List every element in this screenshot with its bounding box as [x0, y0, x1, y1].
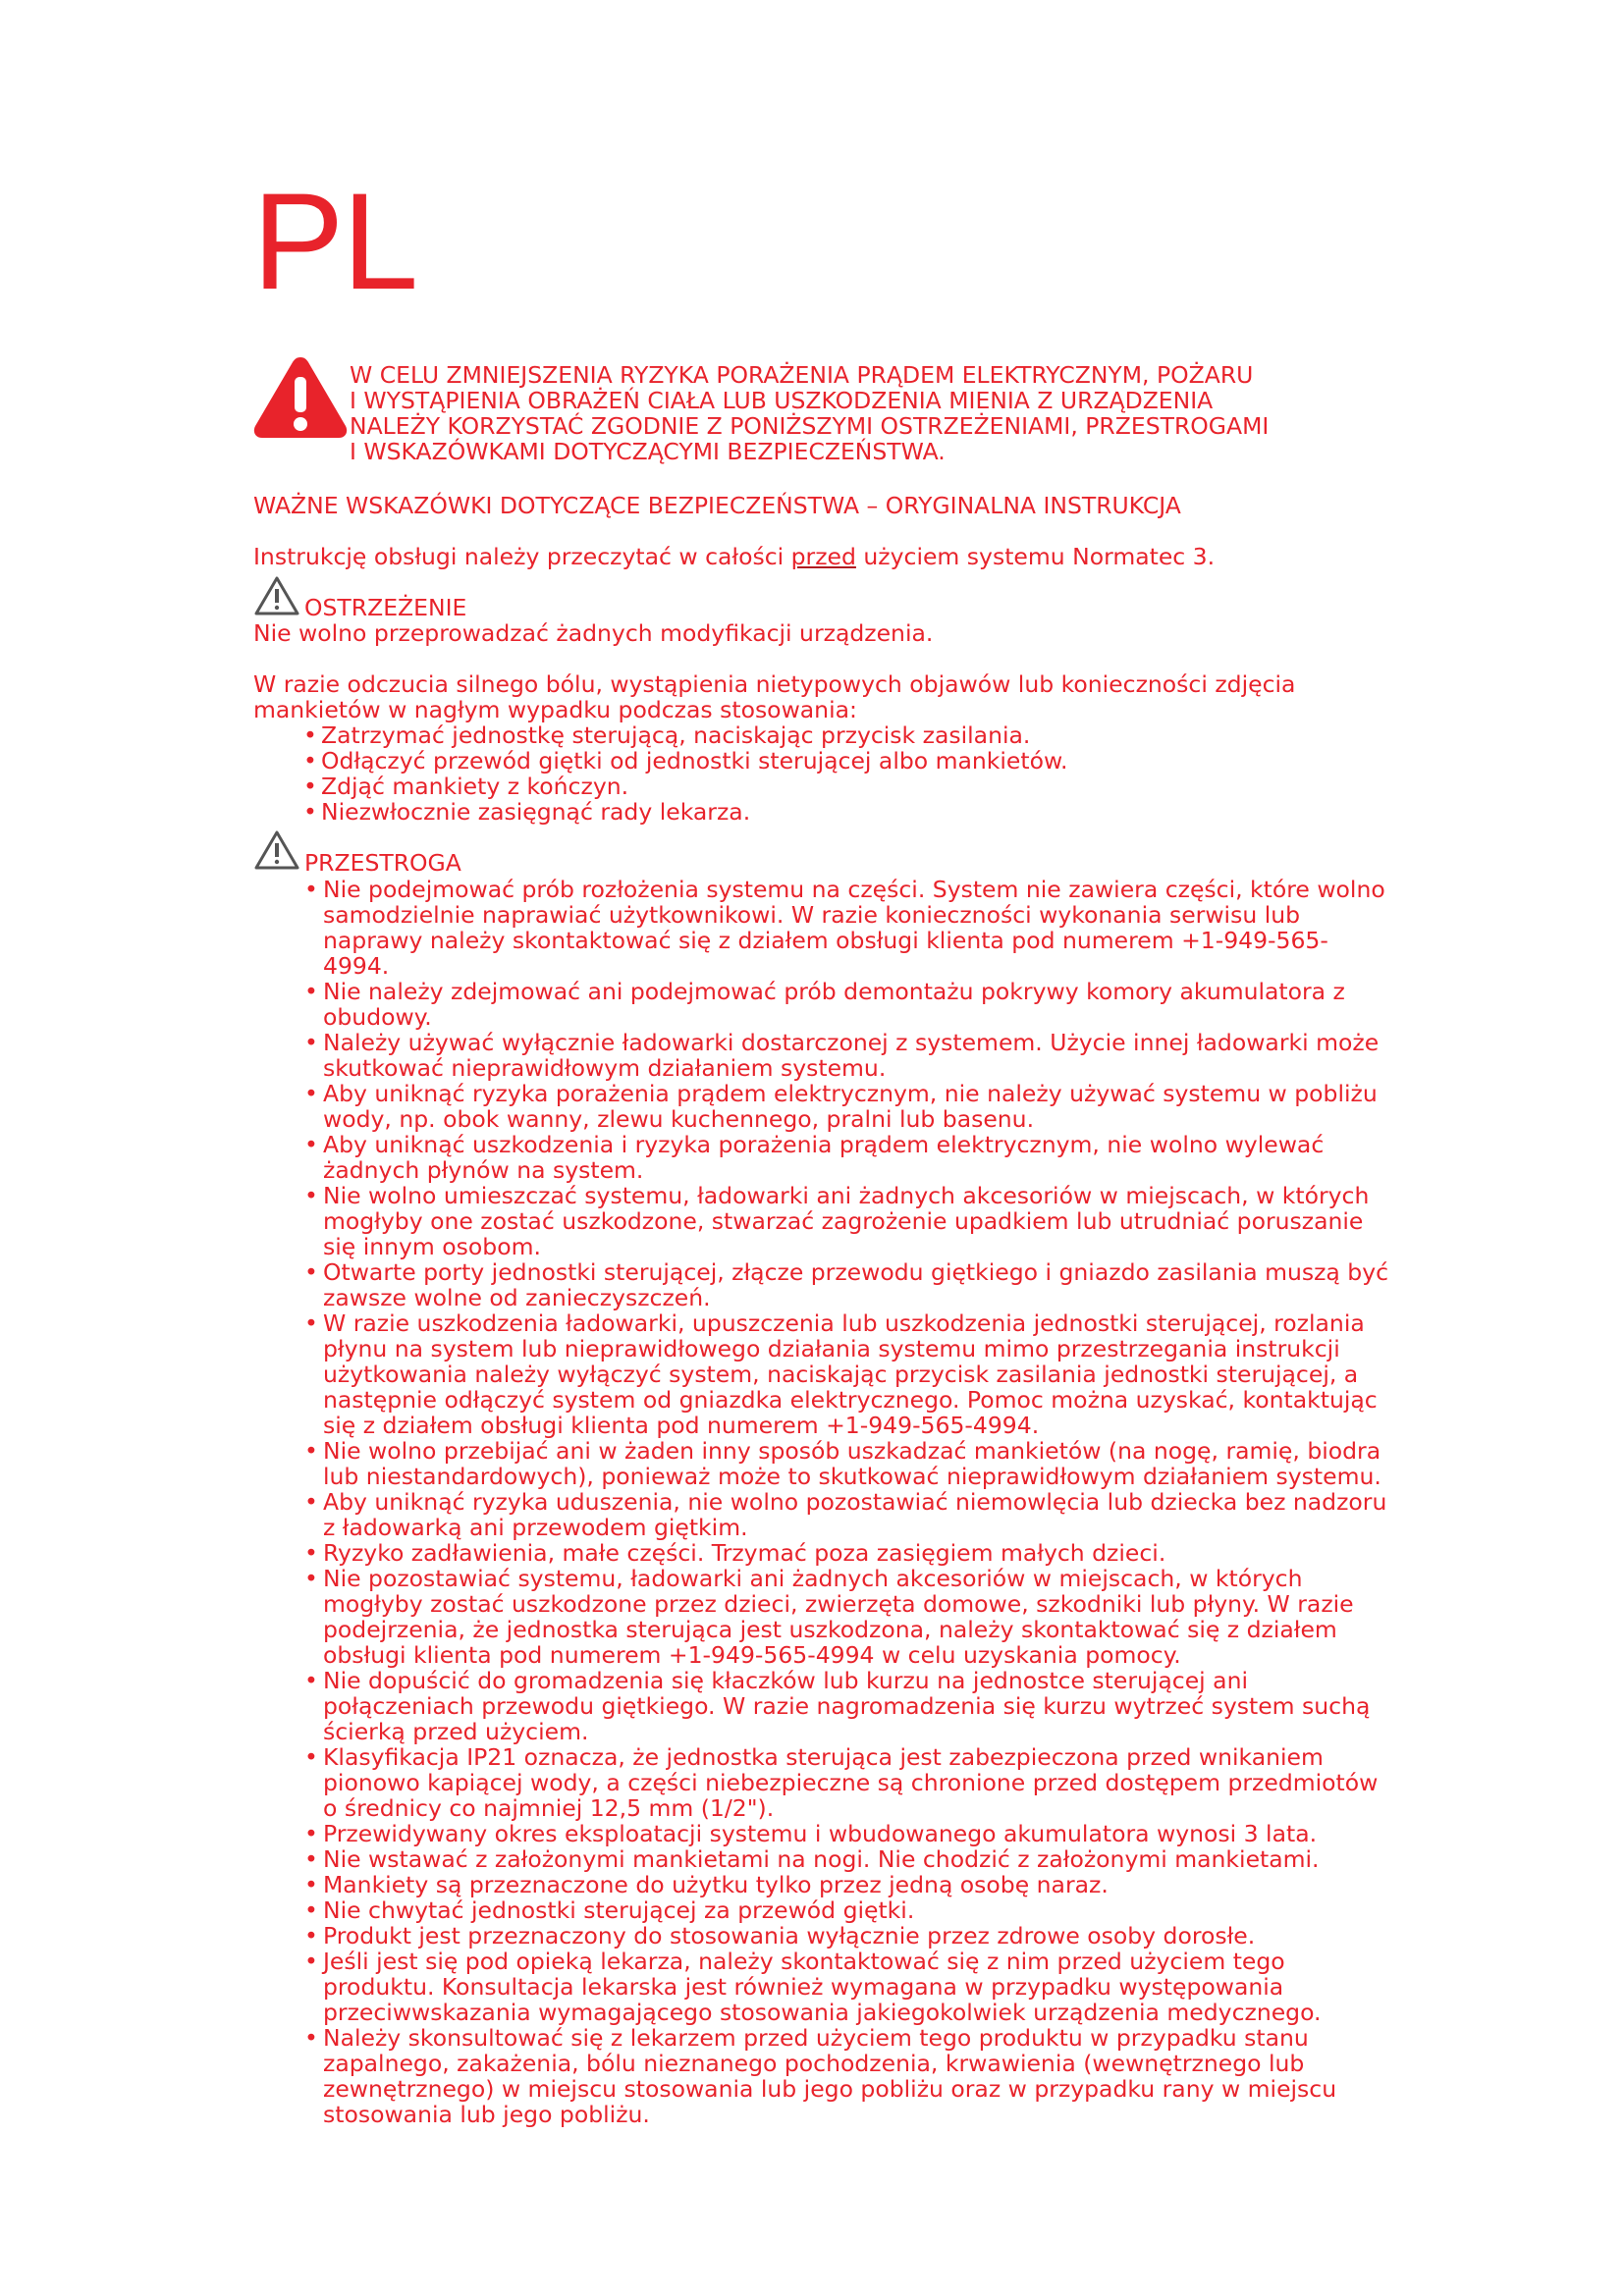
list-item: • Należy skonsultować się z lekarzem przed użyciem tego produktu w przypadku stanu zapalnego, zakażenia, bólu nieznanego pochodzenia, krwawienia (wewnętrznego lub zewnętrznego) w miejscu stosowania lub jego pobliżu oraz w przypadku rany w miejscu stosowania lub jego pobliżu.	[304, 2025, 1394, 2127]
caution-title: PRZESTROGA	[304, 849, 461, 877]
caution-list	[304, 877, 1394, 2127]
list-item: • Przewidywany okres eksploatacji systemu i wbudowanego akumulatora wynosi 3 lata.	[304, 1821, 1394, 1846]
list-item: • Nie wstawać z założonymi mankietami na nogi. Nie chodzić z założonymi mankietami.	[304, 1846, 1394, 1872]
warning-paragraph: W razie odczucia silnego bólu, wystąpienia nietypowych objawów lub konieczności zdjęcia mankietów w nagłym wypadku podczas stosowania:	[253, 670, 1296, 723]
warning-title: OSTRZEŻENIE	[304, 594, 467, 621]
list-item: • Nie chwytać jednostki sterującej za przewód giętki.	[304, 1897, 1394, 1923]
list-item: • Niezwłocznie zasięgnąć rady lekarza.	[298, 799, 1068, 825]
safety-banner-text: W CELU ZMNIEJSZENIA RYZYKA PORAŻENIA PRĄDEM ELEKTRYCZNYM, POŻARU I WYSTĄPIENIA OBRAŻEŃ CIAŁA LUB USZKODZENIA MIENIA Z URZĄDZENIA NALEŻY KORZYSTAĆ ZGODNIE Z PONIŻSZYMI OSTRZEŻENIAMI, PRZESTROGAMI I WSKAZÓWKAMI DOTYCZĄCYMI BEZPIECZEŃSTWA.	[350, 361, 1270, 465]
intro-text	[253, 544, 1215, 569]
list-item: • Zdjąć mankiety z kończyn.	[298, 774, 1068, 799]
list-item: • Nie pozostawiać systemu, ładowarki ani żadnych akcesoriów w miejscach, w których mogłyby zostać uszkodzone przez dzieci, zwierzęta domowe, szkodniki lub płyny. W razie podejrzenia, że jednostka sterująca jest uszkodzona, należy skontaktować się z działem obsługi klienta pod numerem +1-949-565-4994 w celu uzyskania pomocy.	[304, 1566, 1394, 1668]
intro-underlined-word: przed	[790, 543, 856, 570]
list-item: • Mankiety są przeznaczone do użytku tylko przez jedną osobę naraz.	[304, 1872, 1394, 1897]
list-item: • Jeśli jest się pod opieką lekarza, należy skontaktować się z nim przed użyciem tego produktu. Konsultacja lekarska jest również wymagana w przypadku występowania przeciwwskazania wymagającego stosowania jakiegokolwiek urządzenia medycznego.	[304, 1949, 1394, 2025]
list-item: • Odłączyć przewód giętki od jednostki sterującej albo mankietów.	[298, 748, 1068, 774]
list-item: • Zatrzymać jednostkę sterującą, naciskając przycisk zasilania.	[298, 722, 1068, 748]
warning-outline-icon	[253, 575, 300, 616]
warning-line: Nie wolno przeprowadzać żadnych modyfikacji urządzenia.	[253, 619, 934, 647]
list-item: • Ryzyko zadławienia, małe części. Trzymać poza zasięgiem małych dzieci.	[304, 1540, 1394, 1566]
list-item: • Nie wolno przebijać ani w żaden inny sposób uszkadzać mankietów (na nogę, ramię, biodra lub niestandardowych), ponieważ może to skutkować nieprawidłowym działaniem systemu.	[304, 1438, 1394, 1489]
intro-before: Instrukcję obsługi należy przeczytać w całości	[253, 543, 791, 570]
list-item: • Nie należy zdejmować ani podejmować prób demontażu pokrywy komory akumulatora z obudowy.	[304, 979, 1394, 1030]
list-item: • Aby uniknąć uszkodzenia i ryzyka porażenia prądem elektrycznym, nie wolno wylewać żadnych płynów na system.	[304, 1132, 1394, 1183]
list-item: • Klasyfikacja IP21 oznacza, że jednostka sterująca jest zabezpieczona przed wnikaniem pionowo kapiącej wody, a części niebezpieczne są chronione przed dostępem przedmiotów o średnicy co najmniej 12,5 mm (1/2").	[304, 1744, 1394, 1821]
emergency-steps-list	[298, 722, 1068, 825]
warning-triangle-icon	[251, 353, 350, 442]
list-item: • Nie dopuścić do gromadzenia się kłaczków lub kurzu na jednostce sterującej ani połączeniach przewodu giętkiego. W razie nagromadzenia się kurzu wytrzeć system suchą ścierką przed użyciem.	[304, 1668, 1394, 1744]
list-item: • Nie podejmować prób rozłożenia systemu na części. System nie zawiera części, które wolno samodzielnie naprawiać użytkownikowi. W razie konieczności wykonania serwisu lub naprawy należy skontaktować się z działem obsługi klienta pod numerem +1-949-565-4994.	[304, 877, 1394, 979]
list-item: • Aby uniknąć ryzyka porażenia prądem elektrycznym, nie należy używać systemu w pobliżu wody, np. obok wanny, zlewu kuchennego, pralni lub basenu.	[304, 1081, 1394, 1132]
list-item: • W razie uszkodzenia ładowarki, upuszczenia lub uszkodzenia jednostki sterującej, rozlania płynu na system lub nieprawidłowego działania systemu mimo przestrzegania instrukcji użytkowania należy wyłączyć system, naciskając przycisk zasilania jednostki sterującej, a następnie odłączyć system od gniazdka elektrycznego. Pomoc można uzyskać, kontaktując się z działem obsługi klienta pod numerem +1-949-565-4994.	[304, 1310, 1394, 1438]
list-item: • Otwarte porty jednostki sterującej, złącze przewodu giętkiego i gniazdo zasilania muszą być zawsze wolne od zanieczyszczeń.	[304, 1259, 1394, 1310]
intro-after: użyciem systemu Normatec 3.	[855, 543, 1216, 570]
list-item: • Produkt jest przeznaczony do stosowania wyłącznie przez zdrowe osoby dorosłe.	[304, 1923, 1394, 1949]
section-heading: WAŻNE WSKAZÓWKI DOTYCZĄCE BEZPIECZEŃSTWA – ORYGINALNA INSTRUKCJA	[253, 492, 1181, 519]
language-code: PL	[252, 164, 417, 318]
list-item: • Aby uniknąć ryzyka uduszenia, nie wolno pozostawiać niemowlęcia lub dziecka bez nadzoru z ładowarką ani przewodem giętkim.	[304, 1489, 1394, 1540]
list-item: • Nie wolno umieszczać systemu, ładowarki ani żadnych akcesoriów w miejscach, w których mogłyby one zostać uszkodzone, stwarzać zagrożenie upadkiem lub utrudniać poruszanie się innym osobom.	[304, 1183, 1394, 1259]
caution-outline-icon	[253, 829, 300, 871]
list-item: • Należy używać wyłącznie ładowarki dostarczonej z systemem. Użycie innej ładowarki może skutkować nieprawidłowym działaniem systemu.	[304, 1030, 1394, 1081]
